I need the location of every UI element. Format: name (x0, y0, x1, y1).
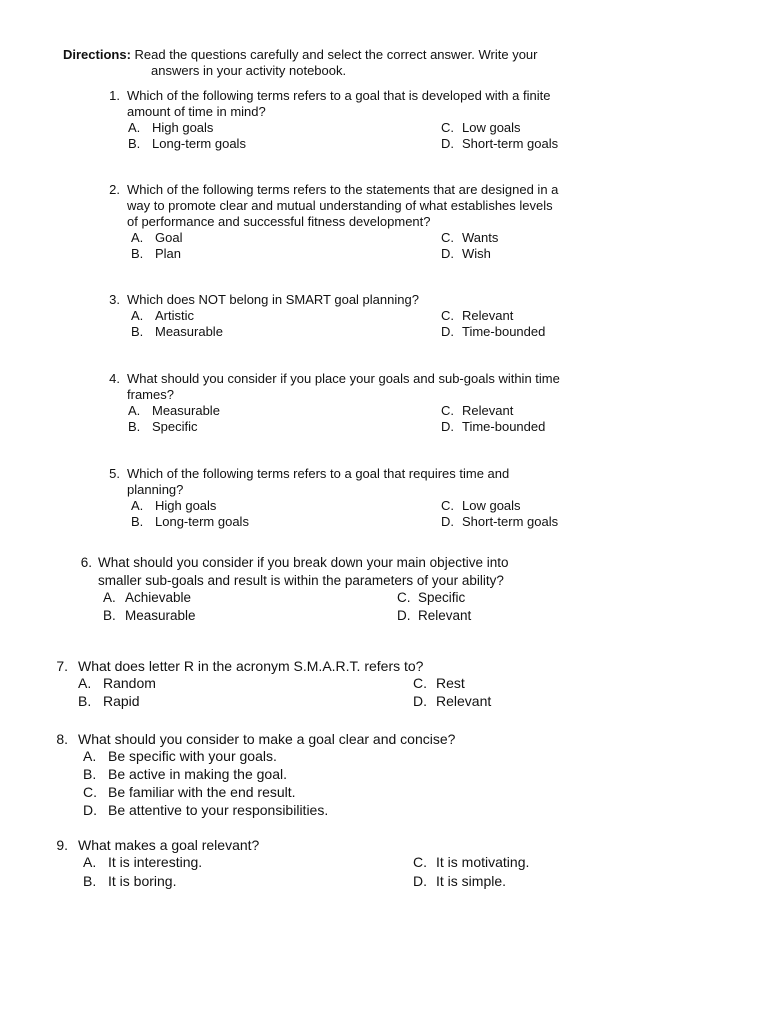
question-line: What should you consider if you break down your main objective into (98, 555, 509, 570)
option-c[interactable] (441, 403, 513, 418)
option-text: Long-term goals (155, 514, 249, 529)
option-text: Be active in making the goal. (108, 766, 287, 782)
option-a[interactable] (131, 230, 182, 245)
option-a[interactable] (78, 675, 156, 691)
option-text: High goals (152, 120, 214, 135)
option-b[interactable] (83, 766, 287, 782)
option-a[interactable] (83, 854, 202, 870)
option-letter: C. (441, 308, 454, 323)
option-b[interactable] (131, 246, 181, 261)
option-d[interactable] (441, 324, 545, 339)
option-text: High goals (155, 498, 217, 513)
option-c[interactable] (83, 784, 296, 800)
option-text: Time-bounded (462, 419, 546, 434)
question-number: 8. (56, 731, 68, 747)
option-text: Rest (436, 675, 465, 691)
option-text: It is interesting. (108, 854, 203, 870)
option-text: Measurable (155, 324, 223, 339)
option-text: Be familiar with the end result. (108, 784, 296, 800)
question-line: way to promote clear and mutual understanding of what establishes levels (127, 198, 553, 213)
option-text: Low goals (462, 120, 521, 135)
option-text: It is boring. (108, 873, 177, 889)
question-number: 3. (109, 292, 120, 307)
option-letter: C. (413, 675, 427, 691)
option-text: Time-bounded (462, 324, 546, 339)
option-c[interactable] (413, 675, 465, 691)
option-b[interactable] (83, 873, 176, 889)
question-line: frames? (127, 387, 174, 402)
question-line: What should you consider if you place your goals and sub-goals within time (127, 371, 560, 386)
option-letter: C. (441, 498, 454, 513)
question-line: Which of the following terms refers to a goal that requires time and (127, 466, 510, 481)
option-text: Relevant (462, 308, 514, 323)
option-letter: B. (128, 419, 141, 434)
question-number: 6. (80, 555, 92, 570)
directions (63, 47, 663, 79)
question-line: Which of the following terms refers to the statements that are designed in a (127, 182, 559, 197)
option-b[interactable] (128, 419, 198, 434)
directions-label: Directions: (63, 47, 131, 62)
option-letter: A. (131, 230, 144, 245)
question-line: smaller sub-goals and result is within the parameters of your ability? (98, 573, 504, 588)
option-letter: C. (397, 590, 411, 605)
option-letter: A. (78, 675, 92, 691)
option-letter: D. (441, 246, 454, 261)
question-line: Which of the following terms refers to a goal that is developed with a finite (127, 88, 551, 103)
option-letter: D. (441, 324, 454, 339)
option-text: Specific (152, 419, 198, 434)
question-line: amount of time in mind? (127, 104, 266, 119)
option-text: Low goals (462, 498, 521, 513)
option-letter: D. (441, 514, 454, 529)
option-letter: A. (128, 403, 141, 418)
question-text (127, 466, 657, 498)
question-text (78, 836, 638, 854)
option-a[interactable] (131, 308, 194, 323)
question-text (127, 182, 657, 230)
option-d[interactable] (83, 802, 328, 818)
option-text: Short-term goals (462, 514, 559, 529)
option-b[interactable] (131, 324, 223, 339)
option-letter: B. (131, 246, 144, 261)
option-text: Be attentive to your responsibilities. (108, 802, 329, 818)
question-number: 1. (109, 88, 120, 103)
option-letter: C. (441, 230, 454, 245)
question-text (127, 371, 657, 403)
question-text (127, 292, 657, 308)
question-number: 2. (109, 182, 120, 197)
option-text: Wish (462, 246, 491, 261)
question-line: planning? (127, 482, 184, 497)
option-text: Specific (418, 590, 466, 605)
option-text: Be specific with your goals. (108, 748, 277, 764)
option-letter: C. (413, 854, 427, 870)
option-text: Long-term goals (152, 136, 246, 151)
option-letter: C. (441, 403, 454, 418)
option-a[interactable] (83, 748, 277, 764)
option-c[interactable] (441, 120, 521, 135)
option-letter: D. (413, 693, 427, 709)
option-c[interactable] (441, 498, 521, 513)
option-letter: B. (128, 136, 141, 151)
option-letter: A. (103, 590, 116, 605)
directions-line-1: Read the questions carefully and select the correct answer. Write your (130, 47, 538, 62)
option-c[interactable] (397, 590, 465, 605)
question-text (98, 554, 658, 590)
directions-line-2: answers in your activity notebook. (151, 63, 347, 78)
option-text: It is motivating. (436, 854, 530, 870)
question-line: What should you consider to make a goal clear and concise? (78, 731, 456, 747)
option-letter: B. (83, 766, 97, 782)
option-d[interactable] (441, 246, 491, 261)
option-letter: B. (83, 873, 97, 889)
option-text: Artistic (155, 308, 194, 323)
option-text: Plan (155, 246, 182, 261)
option-d[interactable] (413, 693, 491, 709)
option-text: It is simple. (436, 873, 507, 889)
question-text (78, 657, 638, 675)
option-c[interactable] (413, 854, 529, 870)
option-b[interactable] (128, 136, 246, 151)
option-b[interactable] (131, 514, 249, 529)
option-text: Relevant (418, 608, 472, 623)
option-a[interactable] (128, 120, 213, 135)
question-number: 9. (56, 837, 68, 853)
option-letter: A. (131, 498, 144, 513)
question-line: What does letter R in the acronym S.M.A.R.T. refers to? (78, 658, 424, 674)
option-letter: C. (83, 784, 97, 800)
option-letter: D. (441, 419, 454, 434)
question-number: 5. (109, 466, 120, 481)
option-text: Measurable (125, 608, 196, 623)
option-text: Relevant (462, 403, 514, 418)
option-b[interactable] (103, 608, 196, 623)
option-a[interactable] (131, 498, 216, 513)
option-letter: B. (131, 514, 144, 529)
option-text: Short-term goals (462, 136, 559, 151)
option-letter: D. (83, 802, 97, 818)
question-line: of performance and successful fitness development? (127, 214, 431, 229)
option-letter: A. (83, 854, 97, 870)
option-d[interactable] (441, 419, 545, 434)
option-letter: B. (103, 608, 116, 623)
option-text: Achievable (125, 590, 192, 605)
question-text (127, 88, 657, 120)
option-letter: D. (413, 873, 427, 889)
option-letter: D. (397, 608, 411, 623)
option-text: Random (103, 675, 156, 691)
option-letter: D. (441, 136, 454, 151)
option-letter: B. (78, 693, 92, 709)
option-a[interactable] (103, 590, 191, 605)
option-text: Goal (155, 230, 183, 245)
option-letter: A. (128, 120, 141, 135)
option-d[interactable] (397, 608, 471, 623)
question-line: What makes a goal relevant? (78, 837, 260, 853)
option-c[interactable] (441, 308, 513, 323)
question-text (78, 730, 638, 748)
option-b[interactable] (78, 693, 140, 709)
option-letter: A. (131, 308, 144, 323)
option-a[interactable] (128, 403, 220, 418)
option-d[interactable] (441, 136, 558, 151)
option-text: Measurable (152, 403, 220, 418)
option-d[interactable] (441, 514, 558, 529)
option-letter: A. (83, 748, 97, 764)
option-letter: B. (131, 324, 144, 339)
option-d[interactable] (413, 873, 506, 889)
question-number: 4. (109, 371, 120, 386)
option-text: Wants (462, 230, 499, 245)
option-text: Rapid (103, 693, 140, 709)
question-number: 7. (56, 658, 68, 674)
option-text: Relevant (436, 693, 492, 709)
option-letter: C. (441, 120, 454, 135)
question-line: Which does NOT belong in SMART goal planning? (127, 292, 419, 307)
option-c[interactable] (441, 230, 498, 245)
